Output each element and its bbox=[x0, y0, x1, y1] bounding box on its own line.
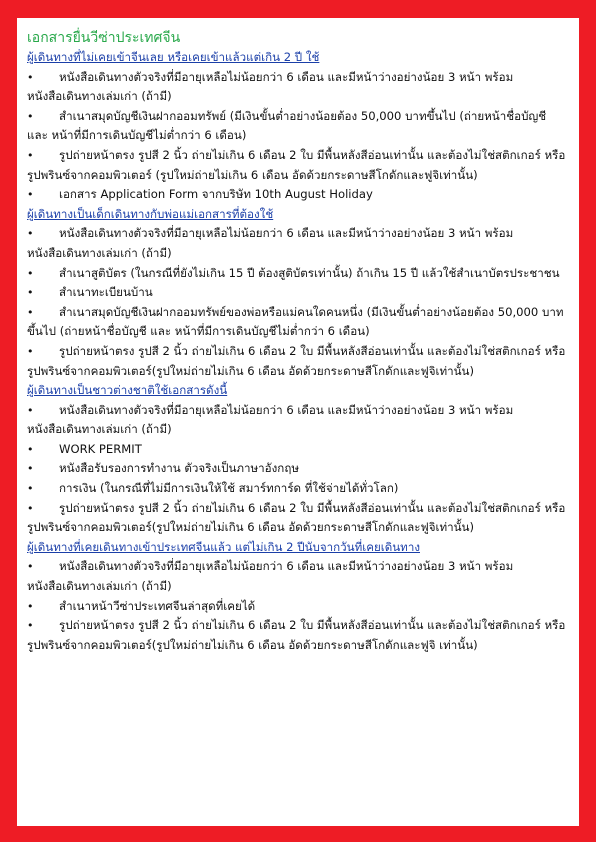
section-heading-first-time: ผู้เดินทางที่ไม่เคยเข้าจีนเลย หรือเคยเข้าแล้วแต่เกิน 2 ปี ใช้ bbox=[27, 50, 320, 64]
list-item bbox=[27, 342, 569, 381]
list-item bbox=[27, 146, 569, 185]
item-text: รูปถ่ายหน้าตรง รูปสี 2 นิ้ว ถ่ายไม่เกิน 6 เดือน 2 ใบ มีพื้นหลังสีอ่อนเท่านั้น และต้องไม่ใช่สติกเกอร์ หรือรูปพรินซ์จากคอมพิวเตอร์(รูปใหม่ถ่ายไม่เกิน 6 เดือน อัดด้วยกระดาษสีโกดักและฟูจิเท่านั้น) bbox=[27, 343, 566, 378]
item-text: สำเนาสมุดบัญชีเงินฝากออมทรัพย์ของพ่อหรือแม่คนใดคนหนึ่ง (มีเงินขั้นต่ำอย่างน้อยต้อง 50,000 บาทขึ้นไป (ถ่ายหน้าชื่อบัญชี และ หน้าที่มีการเดินบัญชีไม่ต่ำกว่า 6 เดือน) bbox=[27, 304, 564, 339]
document-page bbox=[17, 18, 579, 826]
item-text: WORK PERMIT bbox=[59, 441, 142, 456]
bullet-icon: • bbox=[27, 482, 34, 496]
item-text: หนังสือเดินทางตัวจริงที่มีอายุเหลือไม่น้อยกว่า 6 เดือน และมีหน้าว่างอย่างน้อย 3 หน้า พร้อมหนังสือเดินทางเล่มเก่า (ถ้ามี) bbox=[27, 559, 514, 594]
bullet-icon: • bbox=[27, 462, 34, 476]
document-title: เอกสารยื่นวีซ่าประเทศจีน bbox=[27, 30, 181, 46]
item-text: รูปถ่ายหน้าตรง รูปสี 2 นิ้ว ถ่ายไม่เกิน 6 เดือน 2 ใบ มีพื้นหลังสีอ่อนเท่านั้น และต้องไม่ใช่สติกเกอร์ หรือรูปพรินซ์จากคอมพิวเตอร์(รูปใหม่ถ่ายไม่เกิน 6 เดือน อัดด้วยกระดาษสีโกดักและฟูจิ เท่านั้น) bbox=[27, 618, 566, 652]
section-list-first-time bbox=[27, 68, 569, 205]
bullet-icon: • bbox=[27, 501, 34, 515]
item-text: การเงิน (ในกรณีที่ไม่มีการเงินให้ใช้ สมาร์ทการ์ด ที่ใช้จ่ายได้ทั่วโลก) bbox=[59, 481, 399, 496]
list-item bbox=[27, 401, 569, 440]
item-text: รูปถ่ายหน้าตรง รูปสี 2 นิ้ว ถ่ายไม่เกิน 6 เดือน 2 ใบ มีพื้นหลังสีอ่อนเท่านั้น และต้องไม่ใช่สติกเกอร์ หรือรูปพรินซ์จากคอมพิวเตอร์ (รูปใหม่ถ่ายไม่เกิน 6 เดือน อัดด้วยกระดาษสีโกดักและฟูจิเท่านั้น) bbox=[27, 147, 566, 182]
bullet-icon: • bbox=[27, 227, 34, 241]
list-item bbox=[27, 224, 569, 263]
bullet-icon: • bbox=[27, 344, 34, 358]
item-text: สำเนาหน้าวีซ่าประเทศจีนล่าสุดที่เคยได้ bbox=[59, 598, 256, 613]
item-text: หนังสือรับรองการทำงาน ตัวจริงเป็นภาษาอังกฤษ bbox=[59, 461, 299, 476]
list-item bbox=[27, 283, 569, 303]
list-item bbox=[27, 479, 569, 499]
item-text: หนังสือเดินทางตัวจริงที่มีอายุเหลือไม่น้อยกว่า 6 เดือน และมีหน้าว่างอย่างน้อย 3 หน้า พร้อมหนังสือเดินทางเล่มเก่า (ถ้ามี) bbox=[27, 402, 514, 437]
item-text: รูปถ่ายหน้าตรง รูปสี 2 นิ้ว ถ่ายไม่เกิน 6 เดือน 2 ใบ มีพื้นหลังสีอ่อนเท่านั้น และต้องไม่ใช่สติกเกอร์ หรือรูปพรินซ์จากคอมพิวเตอร์(รูปใหม่ถ่ายไม่เกิน 6 เดือน อัดด้วยกระดาษสีโกดักและฟูจิเท่านั้น) bbox=[27, 500, 566, 535]
item-text: เอกสาร Application Form จากบริษัท 10th August Holiday bbox=[59, 187, 373, 202]
document-content bbox=[27, 28, 569, 655]
list-item bbox=[27, 597, 569, 617]
item-text: สำเนาสมุดบัญชีเงินฝากออมทรัพย์ (มีเงินขั้นต่ำอย่างน้อยต้อง 50,000 บาทขึ้นไป (ถ่ายหน้าชื่อบัญชี และ หน้าที่มีการเดินบัญชีไม่ต่ำกว่า 6 เดือน) bbox=[27, 108, 547, 143]
bullet-icon: • bbox=[27, 619, 34, 633]
section-heading-foreigners: ผู้เดินทางเป็นชาวต่างชาติใช้เอกสารดังนี้ bbox=[27, 383, 228, 398]
bullet-icon: • bbox=[27, 442, 34, 456]
list-item bbox=[27, 459, 569, 479]
item-text: สำเนาสูติบัตร (ในกรณีที่ยังไม่เกิน 15 ปี ต้องสูติบัตรเท่านั้น) ถ้าเกิน 15 ปี แล้วใช้สำเนาบัตรประชาชน bbox=[59, 265, 560, 280]
list-item bbox=[27, 557, 569, 596]
section-list-foreigners bbox=[27, 401, 569, 538]
list-item bbox=[27, 499, 569, 538]
list-item bbox=[27, 264, 569, 284]
item-text: สำเนาทะเบียนบ้าน bbox=[59, 285, 153, 300]
bullet-icon: • bbox=[27, 70, 34, 84]
bullet-icon: • bbox=[27, 599, 34, 613]
bullet-icon: • bbox=[27, 188, 34, 202]
list-item bbox=[27, 185, 569, 205]
section-heading-returning: ผู้เดินทางที่เคยเดินทางเข้าประเทศจีนแล้ว แต่ไม่เกิน 2 ปีนับจากวันที่เคยเดินทาง bbox=[27, 539, 420, 554]
bullet-icon: • bbox=[27, 286, 34, 300]
item-text: หนังสือเดินทางตัวจริงที่มีอายุเหลือไม่น้อยกว่า 6 เดือน และมีหน้าว่างอย่างน้อย 3 หน้า พร้อมหนังสือเดินทางเล่มเก่า (ถ้ามี) bbox=[27, 69, 514, 104]
bullet-icon: • bbox=[27, 305, 34, 319]
bullet-icon: • bbox=[27, 266, 34, 280]
bullet-icon: • bbox=[27, 148, 34, 162]
bullet-icon: • bbox=[27, 109, 34, 123]
list-item bbox=[27, 440, 569, 460]
section-list-returning bbox=[27, 557, 569, 655]
bullet-icon: • bbox=[27, 403, 34, 417]
item-text: หนังสือเดินทางตัวจริงที่มีอายุเหลือไม่น้อยกว่า 6 เดือน และมีหน้าว่างอย่างน้อย 3 หน้า พร้อมหนังสือเดินทางเล่มเก่า (ถ้ามี) bbox=[27, 226, 514, 260]
list-item bbox=[27, 107, 569, 146]
bullet-icon: • bbox=[27, 560, 34, 574]
list-item bbox=[27, 68, 569, 107]
list-item bbox=[27, 616, 569, 655]
section-heading-children: ผู้เดินทางเป็นเด็กเดินทางกับพ่อแม่เอกสารที่ต้องใช้ bbox=[27, 206, 274, 221]
section-list-children bbox=[27, 224, 569, 381]
list-item bbox=[27, 303, 569, 342]
